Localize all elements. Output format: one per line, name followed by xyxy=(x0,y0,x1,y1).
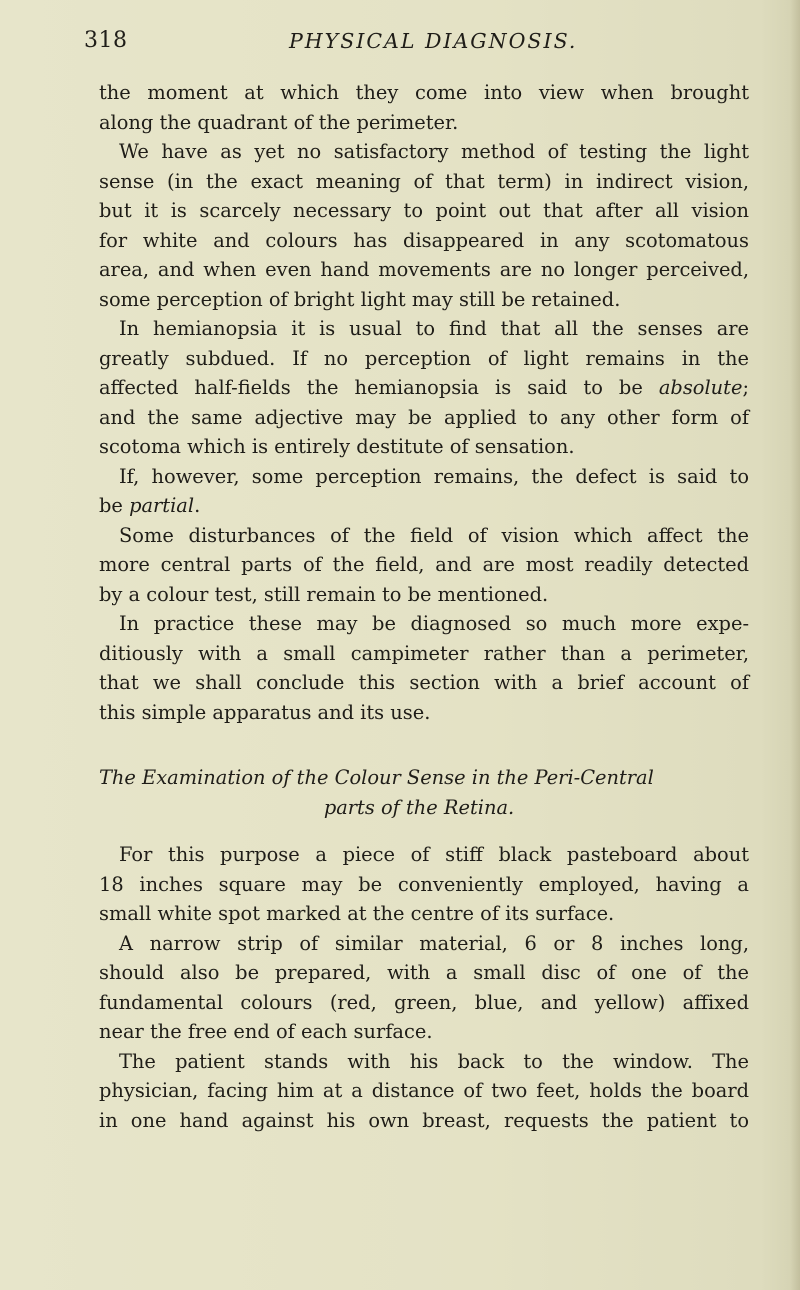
text-line: fundamental colours (red, green, blue, and yellow) affixed xyxy=(99,990,749,1014)
text-line: A narrow strip of similar material, 6 or 8 inches long, xyxy=(119,931,749,955)
text-line: more central parts of the field, and are most readily detected xyxy=(99,553,749,576)
text-line: Some disturbances of the field of vision which affect the xyxy=(119,523,749,547)
text-line: small white spot marked at the centre of its surface. xyxy=(99,902,615,925)
text-line: 18 inches square may be conveniently employed, having a xyxy=(99,872,749,896)
text-line: For this purpose a piece of stiff black pasteboard about xyxy=(119,843,749,866)
page-number: 318 xyxy=(84,28,128,53)
text-span: ; xyxy=(742,376,749,399)
text-line: We have as yet no satisfactory method of testing the light xyxy=(119,140,749,163)
italic-term: partial xyxy=(129,494,195,517)
text-line: some perception of bright light may still be retained. xyxy=(99,287,621,311)
text-line: near the free end of each surface. xyxy=(99,1020,433,1043)
text-line: along the quadrant of the perimeter. xyxy=(99,110,459,134)
text-line xyxy=(99,373,749,403)
text-span: affected half-fields the hemianopsia is said to be xyxy=(99,376,643,399)
text-line: for white and colours has disappeared in any scotomatous xyxy=(99,228,749,252)
page-header xyxy=(84,28,764,68)
text-line: In hemianopsia it is usual to find that all the senses are xyxy=(119,317,749,340)
text-line xyxy=(99,491,749,521)
text-span: . xyxy=(194,494,201,517)
page-edge-shadow xyxy=(790,0,800,1290)
text-line: The patient stands with his back to the window. The xyxy=(119,1049,749,1073)
text-line: area, and when even hand movements are no longer perceived, xyxy=(99,258,749,281)
text-span: be xyxy=(99,494,123,517)
text-line: the moment at which they come into view when brought xyxy=(99,81,749,104)
text-line: ditiously with a small campimeter rather than a perimeter, xyxy=(99,641,749,665)
text-line: physician, facing him at a distance of two feet, holds the board xyxy=(99,1079,749,1102)
text-line: If, however, some perception remains, the defect is said to xyxy=(119,464,749,488)
text-line: this simple apparatus and its use. xyxy=(99,700,431,724)
section-title-line-1: The Examination of the Colour Sense in the Peri-Central xyxy=(99,766,654,789)
text-line: and the same adjective may be applied to any other form of xyxy=(99,405,749,429)
text-line: should also be prepared, with a small disc of one of the xyxy=(99,961,749,984)
body-text xyxy=(99,78,749,1135)
text-line: in one hand against his own breast, requests the patient to xyxy=(99,1108,749,1132)
text-line: scotoma which is entirely destitute of sensation. xyxy=(99,435,575,458)
italic-term: absolute xyxy=(658,376,743,399)
text-line: In practice these may be diagnosed so much more expe- xyxy=(119,612,749,635)
text-line: sense (in the exact meaning of that term) in indirect vision, xyxy=(99,169,749,193)
spacer xyxy=(99,822,749,840)
text-line: that we shall conclude this section with a brief account of xyxy=(99,671,749,694)
running-head: PHYSICAL DIAGNOSIS. xyxy=(289,29,578,53)
text-line: by a colour test, still remain to be mentioned. xyxy=(99,582,549,606)
text-line: but it is scarcely necessary to point out that after all vision xyxy=(99,199,749,222)
text-line: greatly subdued. If no perception of light remains in the xyxy=(99,346,749,370)
section-title-line-2: parts of the Retina. xyxy=(323,795,515,819)
